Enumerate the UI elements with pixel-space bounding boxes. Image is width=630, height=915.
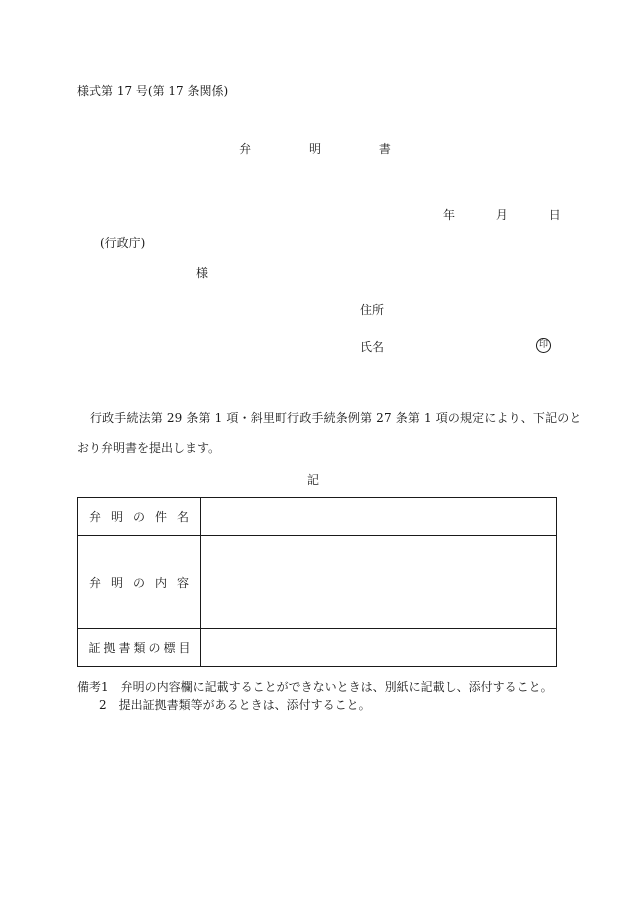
title-char: 書: [378, 142, 391, 156]
table-row: [78, 536, 557, 629]
row-label-content: 弁 明 の 内 容: [78, 536, 201, 629]
date-month: 月: [495, 208, 508, 222]
date-year: 年: [443, 208, 456, 222]
body-text-line: 行政手続法第 29 条第 1 項・斜里町行政手続条例第 27 条第 1 項の規定により、下記のと: [90, 411, 582, 425]
content-field[interactable]: [201, 536, 557, 629]
name-label: 氏名: [360, 340, 385, 354]
subject-field[interactable]: [201, 498, 557, 536]
notes-line: 備考1 弁明の内容欄に記載することができないときは、別紙に記載し、添付すること。: [77, 680, 553, 694]
seal-icon: 印: [536, 338, 551, 353]
date-day: 日: [548, 208, 561, 222]
title-char: 弁: [239, 142, 252, 156]
title-char: 明: [308, 142, 321, 156]
row-label-evidence: 証 拠 書 類 の 標 目: [78, 629, 201, 667]
notes-line: 2 提出証拠書類等があるときは、添付すること。: [99, 698, 371, 712]
date-line: [443, 208, 561, 222]
document-title: [0, 142, 630, 156]
addressee-agency: (行政庁): [100, 236, 146, 250]
address-label: 住所: [360, 303, 385, 317]
form-number: 様式第 17 号(第 17 条関係): [77, 84, 229, 98]
row-label-subject: 弁 明 の 件 名: [78, 498, 201, 536]
detail-table: [77, 497, 557, 667]
ki-heading: 記: [307, 473, 320, 487]
body-text-line: おり弁明書を提出します。: [77, 441, 221, 455]
table-row: [78, 629, 557, 667]
table-row: [78, 498, 557, 536]
addressee-honorific: 様: [196, 266, 209, 280]
evidence-field[interactable]: [201, 629, 557, 667]
